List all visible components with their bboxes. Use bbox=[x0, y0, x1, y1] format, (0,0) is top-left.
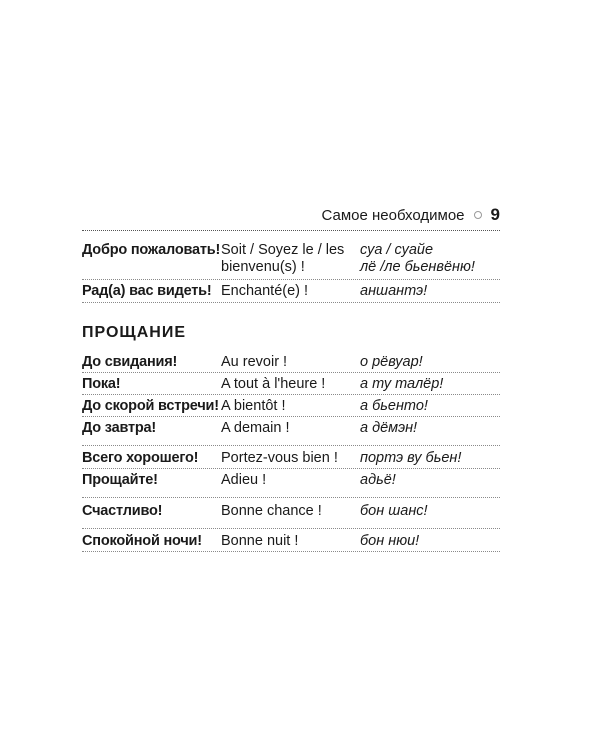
transcription: адьё! bbox=[360, 472, 396, 488]
transcription: портэ ву бьен! bbox=[360, 450, 462, 466]
russian-phrase: Пока! bbox=[82, 376, 121, 392]
russian-phrase: Рад(а) вас видеть! bbox=[82, 283, 212, 299]
row-divider bbox=[82, 445, 500, 446]
russian-phrase: До скорой встречи! bbox=[82, 398, 219, 414]
french-phrase: A bientôt ! bbox=[221, 398, 286, 414]
row-divider bbox=[82, 468, 500, 469]
french-phrase: Enchanté(e) ! bbox=[221, 283, 309, 299]
french-phrase bbox=[221, 242, 346, 276]
transcription: бон нюи! bbox=[360, 533, 420, 549]
row-divider bbox=[82, 279, 500, 280]
transcription bbox=[360, 242, 475, 276]
transcription: аншантэ! bbox=[360, 283, 428, 299]
row-divider bbox=[82, 394, 500, 395]
running-header bbox=[82, 204, 500, 226]
transcription-line: лё /ле бьенвёню! bbox=[360, 259, 475, 275]
row-divider bbox=[82, 372, 500, 373]
header-divider bbox=[82, 230, 500, 231]
row-divider bbox=[82, 497, 500, 498]
row-divider bbox=[82, 416, 500, 417]
french-phrase-line: bienvenu(s) ! bbox=[221, 259, 305, 275]
row-divider bbox=[82, 528, 500, 529]
french-phrase: Bonne chance ! bbox=[221, 503, 322, 519]
transcription: а бьенто! bbox=[360, 398, 428, 414]
french-phrase: Au revoir ! bbox=[221, 354, 288, 370]
french-phrase-line: Soit / Soyez le / les bbox=[221, 242, 345, 258]
transcription-line: суа / суайе bbox=[360, 242, 434, 258]
section-title: ПРОЩАНИЕ bbox=[82, 324, 186, 341]
transcription: бон шанс! bbox=[360, 503, 428, 519]
russian-phrase: Прощайте! bbox=[82, 472, 158, 488]
page-number: 9 bbox=[490, 205, 500, 224]
russian-phrase: Спокойной ночи! bbox=[82, 533, 202, 549]
row-divider bbox=[82, 302, 500, 303]
french-phrase: Portez-vous bien ! bbox=[221, 450, 338, 466]
russian-phrase: До завтра! bbox=[82, 420, 157, 436]
russian-phrase: Счастливо! bbox=[82, 503, 163, 519]
transcription: о рёвуар! bbox=[360, 354, 423, 370]
russian-phrase: До свидания! bbox=[82, 354, 178, 370]
french-phrase: A tout à l'heure ! bbox=[221, 376, 326, 392]
running-header-title: Самое необходимое bbox=[321, 207, 465, 224]
french-phrase: Adieu ! bbox=[221, 472, 267, 488]
bullet-icon bbox=[474, 211, 482, 219]
row-divider bbox=[82, 551, 500, 552]
french-phrase: Bonne nuit ! bbox=[221, 533, 299, 549]
transcription: а ту талёр! bbox=[360, 376, 444, 392]
transcription: а дёмэн! bbox=[360, 420, 418, 436]
french-phrase: A demain ! bbox=[221, 420, 290, 436]
russian-phrase: Всего хорошего! bbox=[82, 450, 199, 466]
russian-phrase: Добро пожаловать! bbox=[82, 242, 221, 258]
